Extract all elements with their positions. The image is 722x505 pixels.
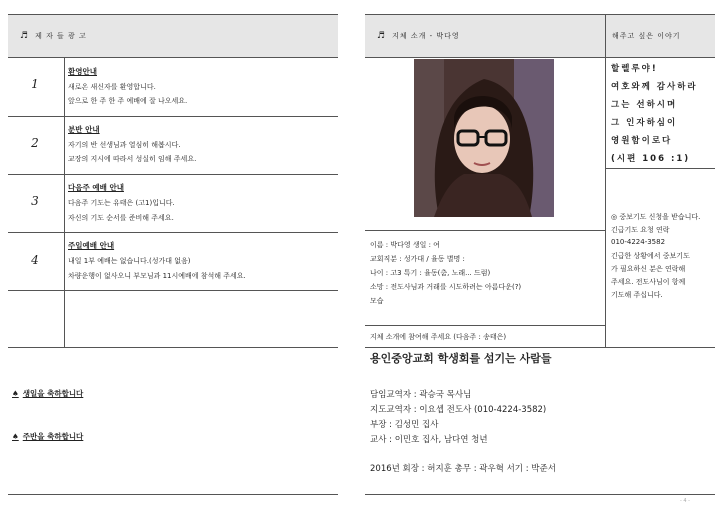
message-header <box>606 15 715 57</box>
notice-line: 차량운행이 없사오니 부모님과 11시예배에 참석해 주세요. <box>68 272 246 280</box>
notice-line: 교장의 지시에 따라서 성실히 임해 주세요. <box>68 155 197 163</box>
staff-title: 용인중앙교회 학생회를 섬기는 사람들 <box>370 352 552 365</box>
officers-line: 2016년 회장 : 허지훈 총무 : 곽우혁 서기 : 박준서 <box>370 464 556 474</box>
profile-footer-note: 지체 소개에 참여해 주세요 (다음주 : 송태은) <box>370 333 507 341</box>
spade-icon: ♠ <box>12 389 19 398</box>
verse-line: 그 인자하심이 <box>611 118 678 128</box>
congrats-birthday: ♠ 생일을 축하합니다 <box>12 389 84 398</box>
congrats-class: ♠ 주반을 축하합니다 <box>12 432 84 441</box>
prayer-line: ◎ 중보기도 신청을 받습니다. <box>611 213 701 221</box>
profile-line: 나이 : 고3 특기 : 율동(춤, 노래... 드럼) <box>370 269 491 277</box>
profile-header <box>365 15 605 57</box>
profile-line: 소망 : 전도사님과 거래를 시도하려는 아름다운(?) <box>370 283 522 291</box>
profile-line: 이름 : 박다영 생일 : 여 <box>370 241 440 249</box>
profile-header-title: 지체 소개 - 박다영 <box>392 32 460 40</box>
page-number: - 4 - <box>680 498 690 504</box>
prayer-line: 기도해 주십니다. <box>611 291 663 299</box>
verse-line: 그는 선하시며 <box>611 100 678 110</box>
message-header-title: 해주고 싶은 이야기 <box>612 32 681 40</box>
verse-line: 영원함이로다 <box>611 136 673 146</box>
notice-number: 2 <box>31 136 39 150</box>
verse-line: (시편 106 :1) <box>611 154 691 164</box>
left-header-title: 제 자 들 광 고 <box>35 32 87 40</box>
notice-line: 앞으로 한 주 한 주 예배에 잘 나오세요. <box>68 97 188 105</box>
notice-line: 자기의 반 선생님과 열심히 해봅시다. <box>68 141 181 149</box>
profile-line: 교회직분 : 성가대 / 율동 별명 : <box>370 255 465 263</box>
notice-line: 다음주 기도는 유태은 (고1)입니다. <box>68 199 175 207</box>
prayer-line: 주세요. 전도사님이 항께 <box>611 278 686 286</box>
prayer-line: 긴급한 상황에서 중보기도 <box>611 252 690 260</box>
staff-line: 담임교역자 : 곽승국 목사님 <box>370 390 472 400</box>
notice-title: 분반 안내 <box>68 125 100 134</box>
left-header <box>8 15 338 57</box>
prayer-line: 긴급기도 요청 연락 <box>611 226 670 234</box>
spade-icon: ♠ <box>12 432 19 441</box>
prayer-line: 가 필요하신 분은 연락해 <box>611 265 686 273</box>
music-note-icon: ♬ <box>377 31 387 41</box>
prayer-phone: 010-4224-3582 <box>611 238 666 246</box>
notice-line: 자신의 기도 순서를 준비해 주세요. <box>68 214 174 222</box>
notice-line: 내일 1부 예배는 없습니다.(성가대 없음) <box>68 257 191 265</box>
profile-photo <box>414 59 554 217</box>
verse-line: 할렐루야! <box>611 64 658 74</box>
notice-number: 4 <box>31 253 39 267</box>
notice-number: 3 <box>31 194 39 208</box>
staff-line: 지도교역자 : 이요셉 전도사 (010-4224-3582) <box>370 405 547 415</box>
notice-title: 주일예배 안내 <box>68 241 115 250</box>
music-note-icon: ♬ <box>20 31 30 41</box>
staff-line: 교사 : 이민호 집사, 남다연 청년 <box>370 435 488 445</box>
notice-number: 1 <box>31 77 39 91</box>
staff-line: 부장 : 김성민 집사 <box>370 420 439 430</box>
notice-title: 환영안내 <box>68 67 97 76</box>
notice-title: 다음주 예배 안내 <box>68 183 124 192</box>
notice-line: 새로온 새신자를 환영합니다. <box>68 83 156 91</box>
verse-line: 여호와께 감사하라 <box>611 82 698 92</box>
profile-line: 모습 <box>370 297 384 305</box>
